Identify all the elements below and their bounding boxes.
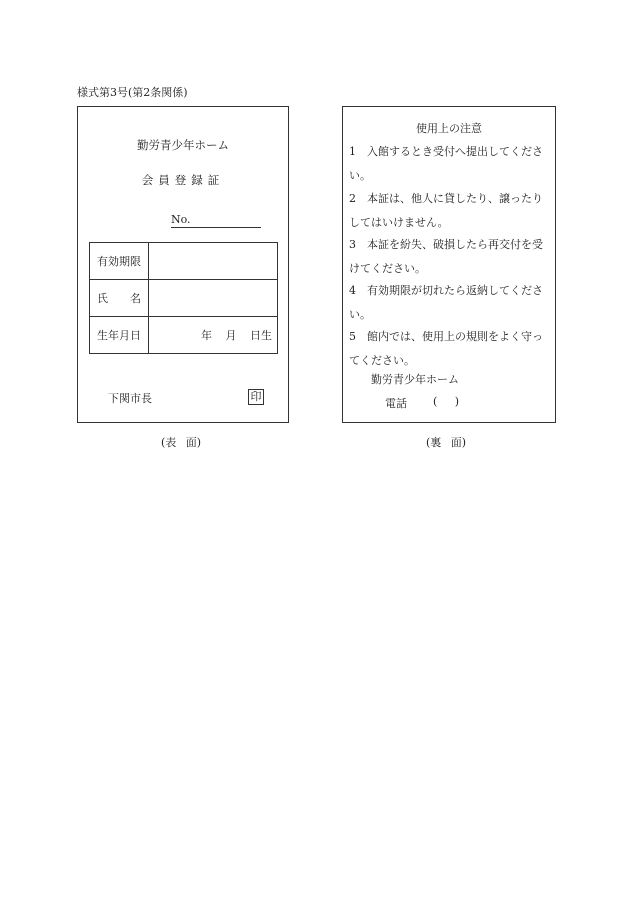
expiry-value	[149, 243, 278, 280]
front-caption: (表 面)	[161, 436, 202, 449]
note-item	[349, 187, 553, 234]
note-text: 館内では、使用上の規則をよく守ってください。	[349, 330, 543, 367]
note-item	[349, 325, 553, 372]
front-card	[77, 106, 289, 423]
back-title: 使用上の注意	[416, 122, 482, 135]
back-card	[342, 106, 556, 423]
number-underline	[171, 227, 261, 228]
note-text: 本証を紛失、破損したら再交付を受けてください。	[349, 238, 543, 275]
note-text: 入館するとき受付へ提出してください。	[349, 145, 543, 182]
birthdate-label: 生年月日	[90, 317, 149, 354]
member-info-table	[89, 242, 278, 354]
note-text: 有効期限が切れたら返納してください。	[349, 284, 543, 321]
name-value	[149, 280, 278, 317]
table-row	[90, 317, 278, 354]
note-number: 2	[349, 192, 356, 205]
note-text: 本証は、他人に貸したり、譲ったりしてはいけません。	[349, 192, 543, 229]
note-number: 5	[349, 330, 356, 343]
table-row	[90, 280, 278, 317]
phone-value: ( )	[433, 395, 460, 408]
note-item	[349, 279, 553, 326]
note-number: 1	[349, 145, 356, 158]
note-number: 4	[349, 284, 356, 297]
issuer-name: 下関市長	[108, 392, 152, 405]
note-number: 3	[349, 238, 356, 251]
name-label: 氏 名	[90, 280, 149, 317]
phone-label: 電話	[385, 397, 407, 410]
birthdate-value: 年 月 日生	[149, 317, 278, 354]
table-row	[90, 243, 278, 280]
front-title: 会員登録証	[141, 173, 225, 187]
front-organization: 勤労青少年ホーム	[137, 138, 229, 152]
note-item	[349, 233, 553, 280]
expiry-label: 有効期限	[90, 243, 149, 280]
seal-mark: 印	[248, 389, 264, 405]
back-organization: 勤労青少年ホーム	[371, 373, 459, 386]
note-item	[349, 140, 553, 187]
number-label: No.	[171, 213, 191, 226]
back-caption: (裏 面)	[426, 436, 467, 449]
form-number-label: 様式第3号(第2条関係)	[77, 86, 188, 99]
